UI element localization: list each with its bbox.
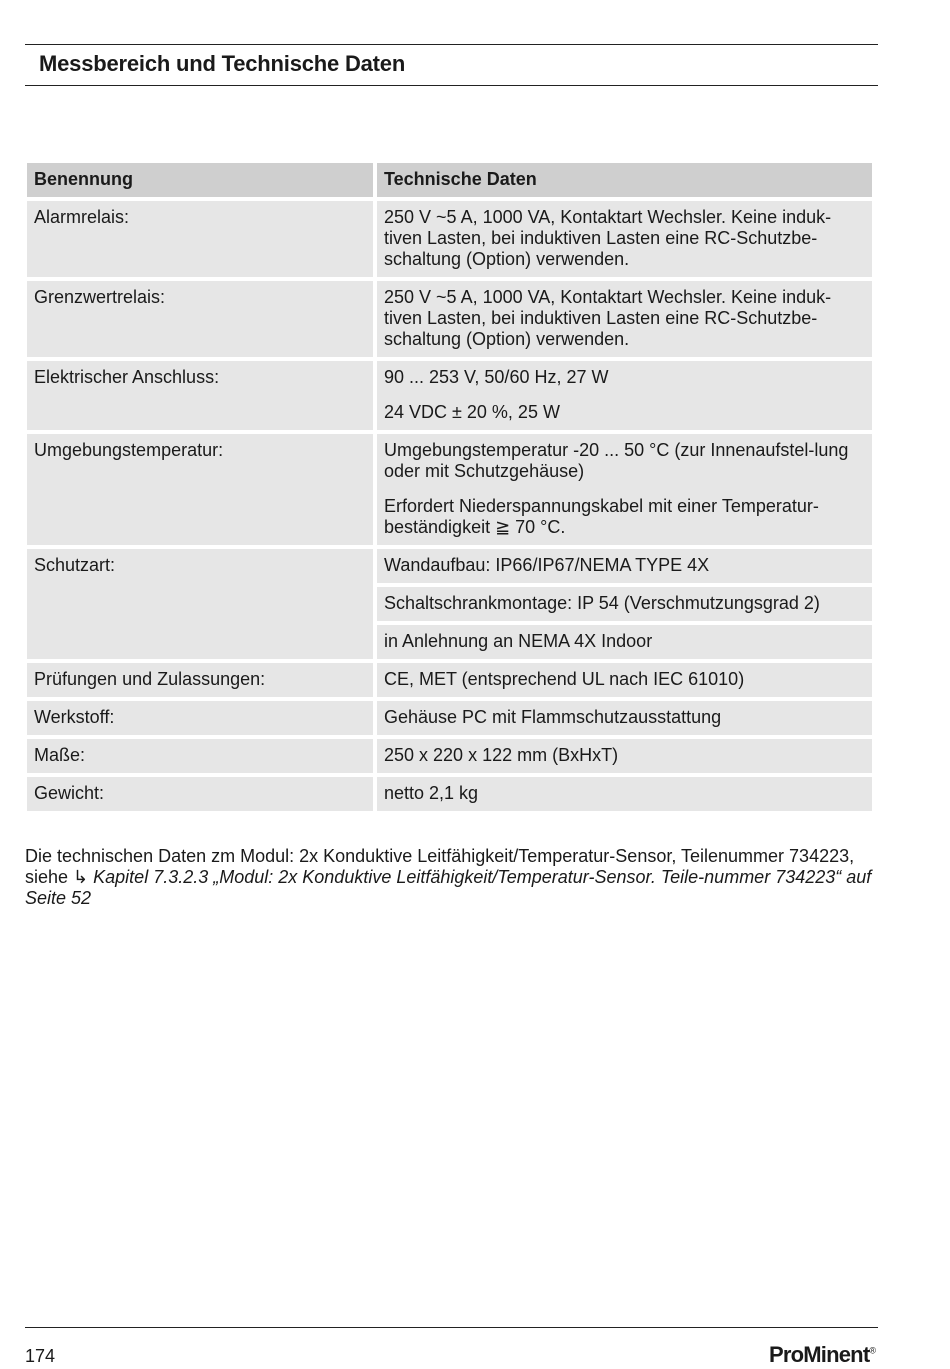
row-label: Gewicht: (27, 777, 373, 811)
row-value (377, 434, 872, 545)
column-header-benennung: Benennung (27, 163, 373, 197)
registered-mark: ® (869, 1345, 876, 1356)
column-header-technische-daten: Technische Daten (377, 163, 872, 197)
value-text: Erfordert Niederspannungskabel mit einer Temperatur-beständigkeit ≧ 70 °C. (384, 496, 819, 537)
value-text: 250 V ~5 A, 1000 VA, Kontaktart Wechsler. Keine induk-tiven Lasten, bei induktiven Lasten eine RC-Schutzbe-schaltung (Option) verwenden. (384, 207, 832, 269)
row-value: netto 2,1 kg (377, 777, 872, 811)
page-footer (25, 1327, 878, 1369)
row-value (377, 361, 872, 430)
row-value: in Anlehnung an NEMA 4X Indoor (377, 625, 872, 659)
table-row (27, 281, 872, 357)
module-note (25, 846, 885, 909)
row-label: Elektrischer Anschluss: (27, 361, 373, 430)
logo-text: ProMinent (769, 1342, 870, 1367)
tech-data-table (23, 159, 876, 815)
row-value: 250 x 220 x 122 mm (BxHxT) (377, 739, 872, 773)
page-title: Messbereich und Technische Daten (39, 51, 406, 76)
table-row (27, 739, 872, 773)
row-label: Umgebungstemperatur: (27, 434, 373, 545)
value-text: Umgebungstemperatur -20 ... 50 °C (zur Innenaufstel-lung oder mit Schutzgehäuse) (384, 440, 849, 481)
table-row (27, 663, 872, 697)
note-text: Die technischen Daten zm Modul: 2x Konduktive Leitfähigkeit/Temperatur-Sensor, Teilenummer 734223, siehe (25, 846, 855, 887)
page-number: 174 (25, 1346, 56, 1366)
row-label: Grenzwertrelais: (27, 281, 373, 357)
row-value: Gehäuse PC mit Flammschutzausstattung (377, 701, 872, 735)
row-value (377, 281, 872, 357)
page-header (25, 44, 878, 86)
table-row (27, 701, 872, 735)
table-row (27, 777, 872, 811)
table-row (27, 549, 872, 583)
row-label: Prüfungen und Zulassungen: (27, 663, 373, 697)
row-label: Maße: (27, 739, 373, 773)
row-label: Werkstoff: (27, 701, 373, 735)
table-row (27, 201, 872, 277)
row-value (377, 201, 872, 277)
value-text: 90 ... 253 V, 50/60 Hz, 27 W (384, 367, 609, 387)
row-label: Schutzart: (27, 549, 373, 659)
cross-reference-arrow-icon: ↳ (73, 867, 89, 887)
table-header-row (27, 163, 872, 197)
row-label: Alarmrelais: (27, 201, 373, 277)
chapter-reference-link[interactable]: Kapitel 7.3.2.3 „Modul: 2x Konduktive Leitfähigkeit/Temperatur-Sensor. Teile-nummer 734223“ auf Seite 52 (25, 867, 872, 908)
prominent-logo (769, 1342, 876, 1368)
value-text: 250 V ~5 A, 1000 VA, Kontaktart Wechsler. Keine induk-tiven Lasten, bei induktiven Lasten eine RC-Schutzbe-schaltung (Option) verwenden. (384, 287, 832, 349)
row-value: CE, MET (entsprechend UL nach IEC 61010) (377, 663, 872, 697)
value-text: 24 VDC ± 20 %, 25 W (384, 402, 560, 422)
row-value: Schaltschrankmontage: IP 54 (Verschmutzungsgrad 2) (377, 587, 872, 621)
table-row (27, 434, 872, 545)
row-value: Wandaufbau: IP66/IP67/NEMA TYPE 4X (377, 549, 872, 583)
table-row (27, 361, 872, 430)
